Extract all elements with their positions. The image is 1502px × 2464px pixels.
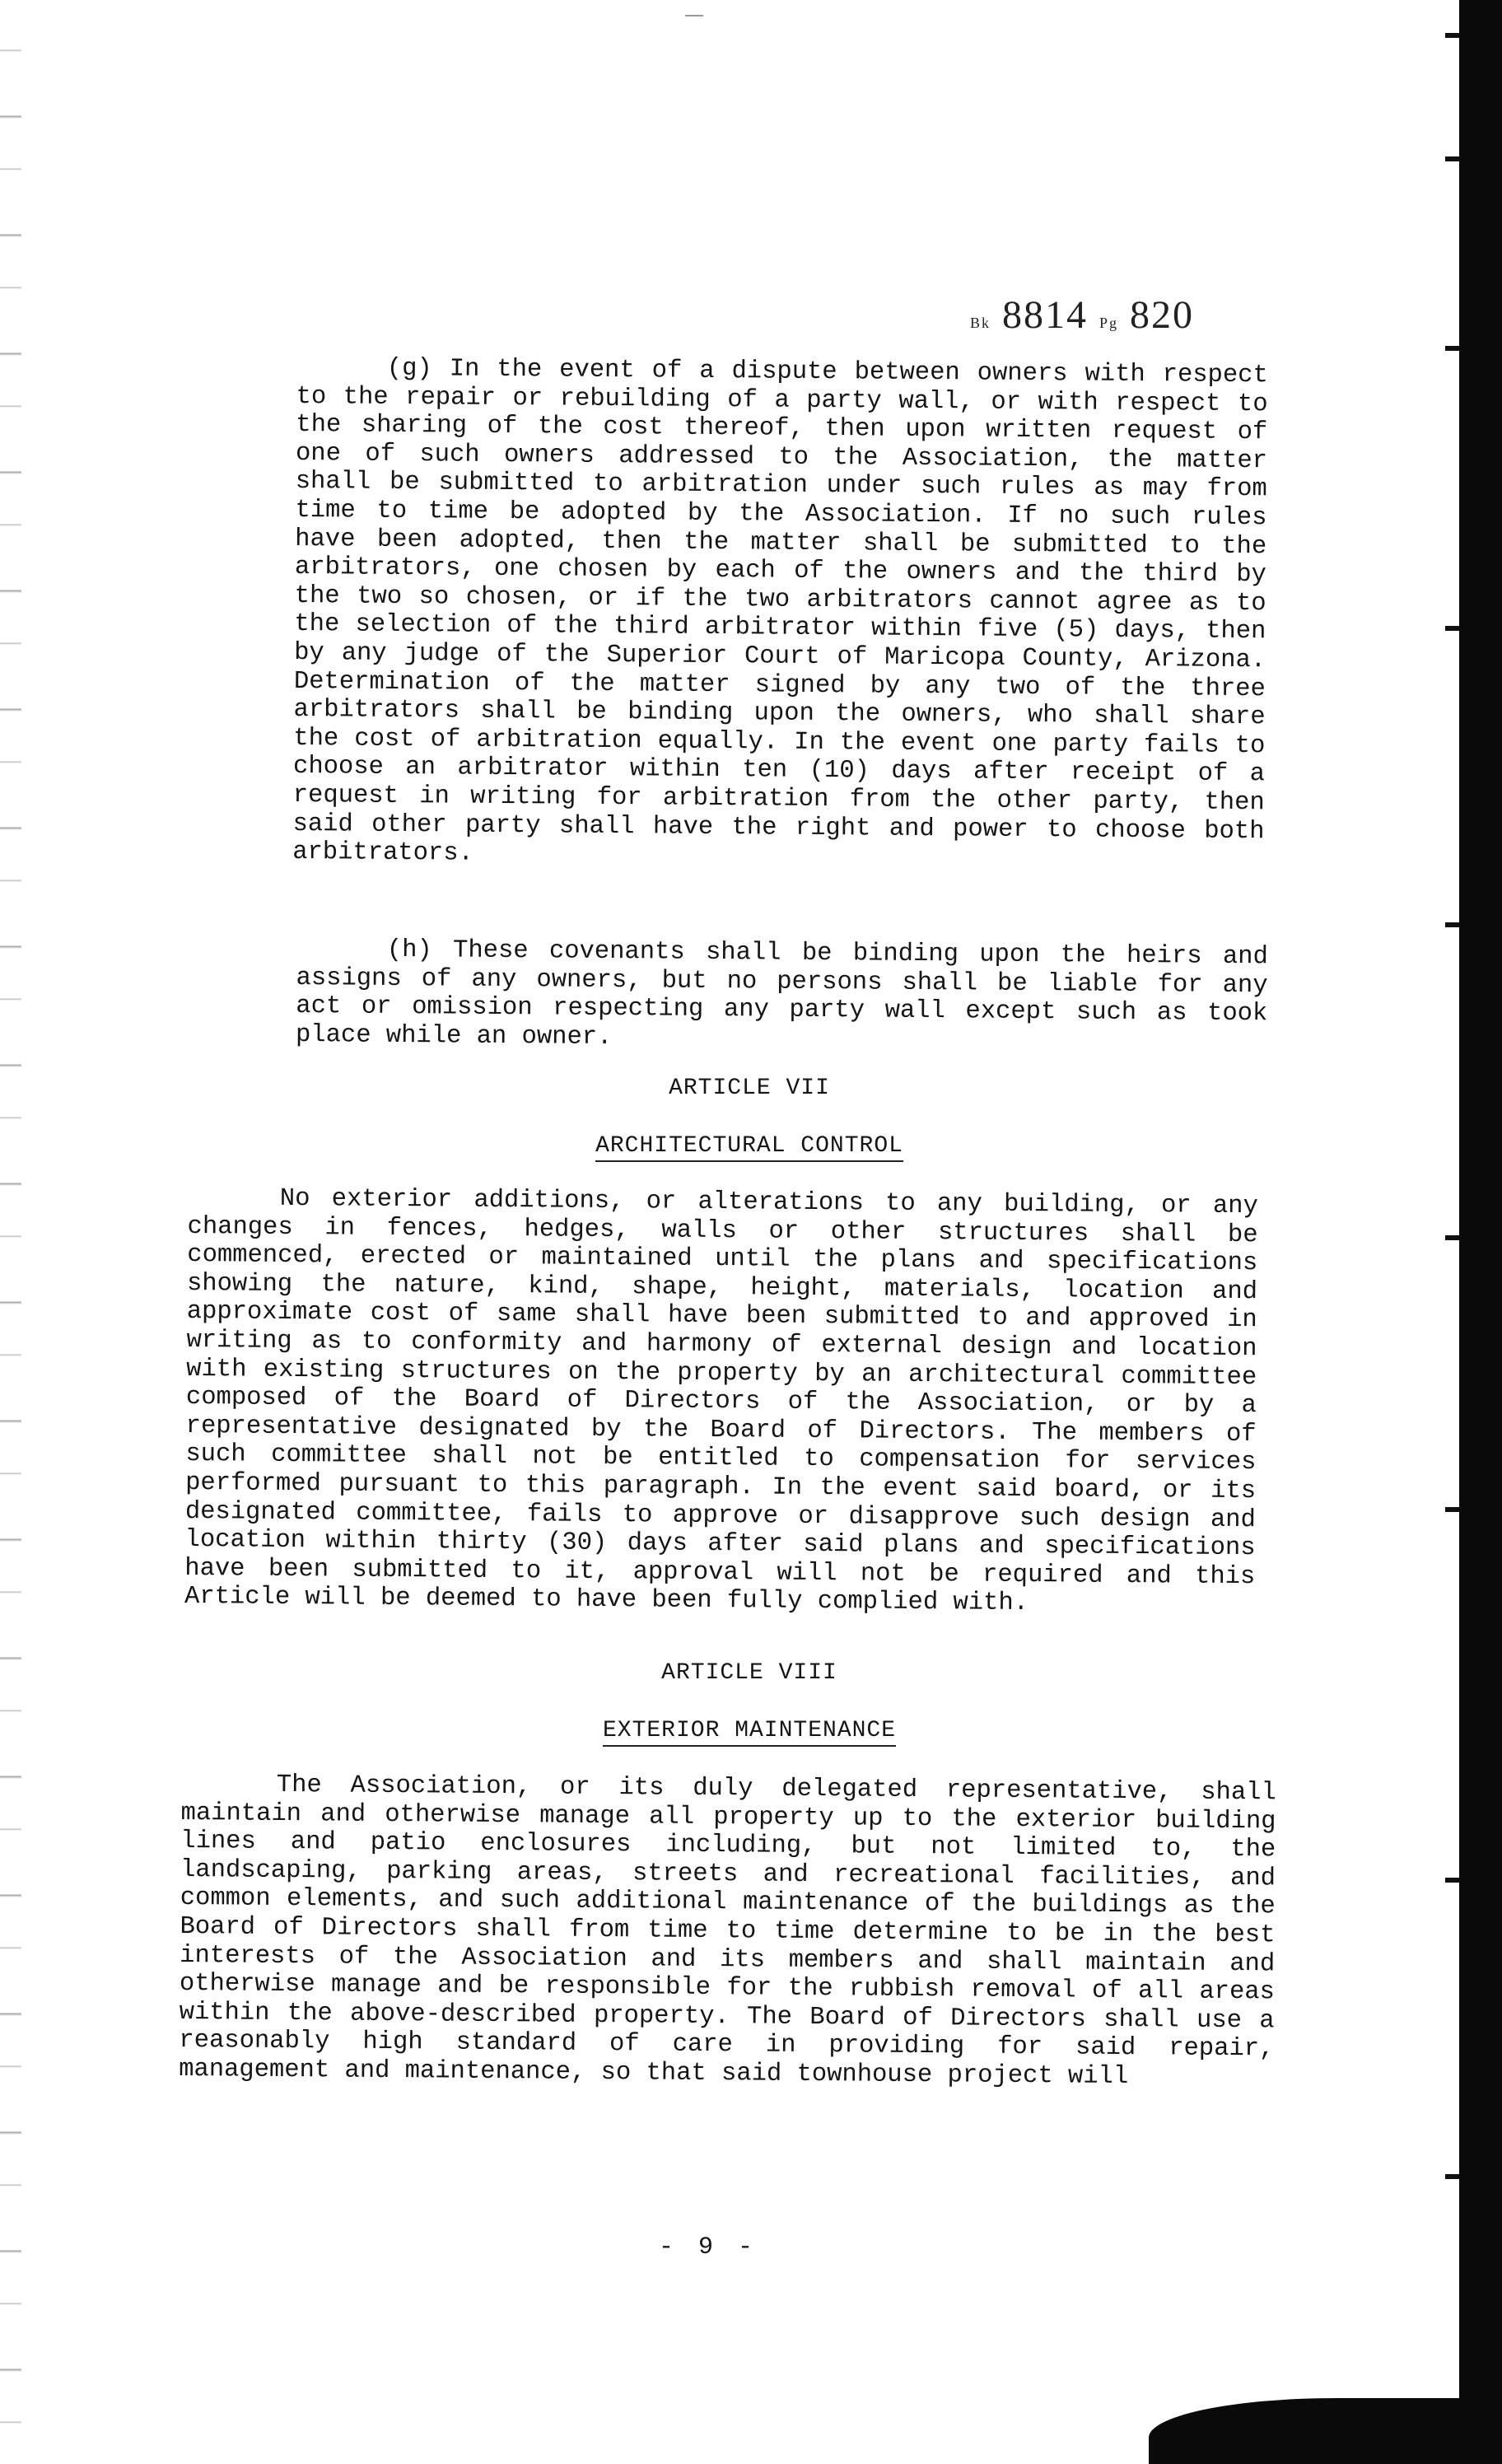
scan-top-mark [685,15,703,16]
paragraph-g [292,354,1268,875]
book-page-reference [970,292,1194,338]
article-8-title-text: EXTERIOR MAINTENANCE [603,1718,896,1747]
scan-right-edge [1459,0,1502,2464]
book-prefix: Bk [970,315,991,331]
paragraph-h-text: (h) These covenants shall be binding upon the heirs and assigns of any owners, but no persons shall be liable for any act or omission respecting any party wall except such as took place while an owner. [295,936,1268,1052]
article-7-body [184,1184,1258,1620]
article-8-number: ARTICLE VIII [661,1660,837,1686]
article-8-title [296,1718,1202,1743]
book-number: 8814 [1002,293,1089,337]
page-label: Pg [1099,315,1119,331]
scan-bottom-shadow [1149,2398,1462,2464]
paragraph-h [296,936,1268,1057]
article-7-title-text: ARCHITECTURAL CONTROL [595,1133,903,1162]
scan-left-edge [0,0,21,2464]
article-8-body-text: The Association, or its duly delegated representative, shall maintain and otherwise manage all property up to the exterior building lines and patio enclosures including, but not limited to, the landscaping, parking areas, streets and recreational facilities, and common elements, and such additional maintenance of the buildings as the Board of Directors shall from time to time determine to be in the best interests of the Association and its members and shall maintain and otherwise manage and be responsible for the rubbish removal of all areas within the above-described property. The Board of Directors shall use a reasonably high standard of care in providing for said repair, management and maintenance, so that said townhouse project will [179,1771,1276,2091]
article-7-number: ARTICLE VII [669,1076,830,1101]
paragraph-g-text: (g) In the event of a dispute between owners with respect to the repair or rebuilding of a party wall, or with respect to the sharing of the cost thereof, then upon written request of one of such owners addressed to the Association, the matter shall be submitted to arbitration under such rules as may from time to time be adopted by the Association. If no such rules have been adopted, then the matter shall be submitted to the arbitrators, one chosen by each of the owners and the third by the two so chosen, or if the two arbitrators cannot agree as to the selection of the third arbitrator within five (5) days, then by any judge of the Superior Court of Maricopa County, Arizona. Determination of the matter signed by any two of the three arbitrators shall be binding upon the owners, who shall share the cost of arbitration equally. In the event one party fails to choose an arbitrator within ten (10) days after receipt of a request in writing for arbitration from the other party, then said other party shall have the right and power to choose both arbitrators. [292,354,1268,868]
article-7-title [296,1133,1202,1159]
page-number: - 9 - [658,2233,758,2261]
article-8-body [179,1771,1276,2093]
page-ref-number: 820 [1130,293,1195,337]
article-7-body-text: No exterior additions, or alterations to any building, or any changes in fences, hedges, walls or other structures shall be commenced, erected or maintained until the plans and specifications showing the nature, kind, shape, height, materials, location and approximate cost of same shall have been submitted to and approved in writing as to conformity and harmony of external design and location with existing structures on the property by an architectural committee composed of the Board of Directors of the Association, or by a representative designated by the Board of Directors. The members of such committee shall not be entitled to compensation for services performed pursuant to this paragraph. In the event said board, or its designated committee, fails to approve or disapprove such design and location within thirty (30) days after said plans and specifications have been submitted to it, approval will not be required and this Article will be deemed to have been fully complied with. [184,1184,1258,1618]
